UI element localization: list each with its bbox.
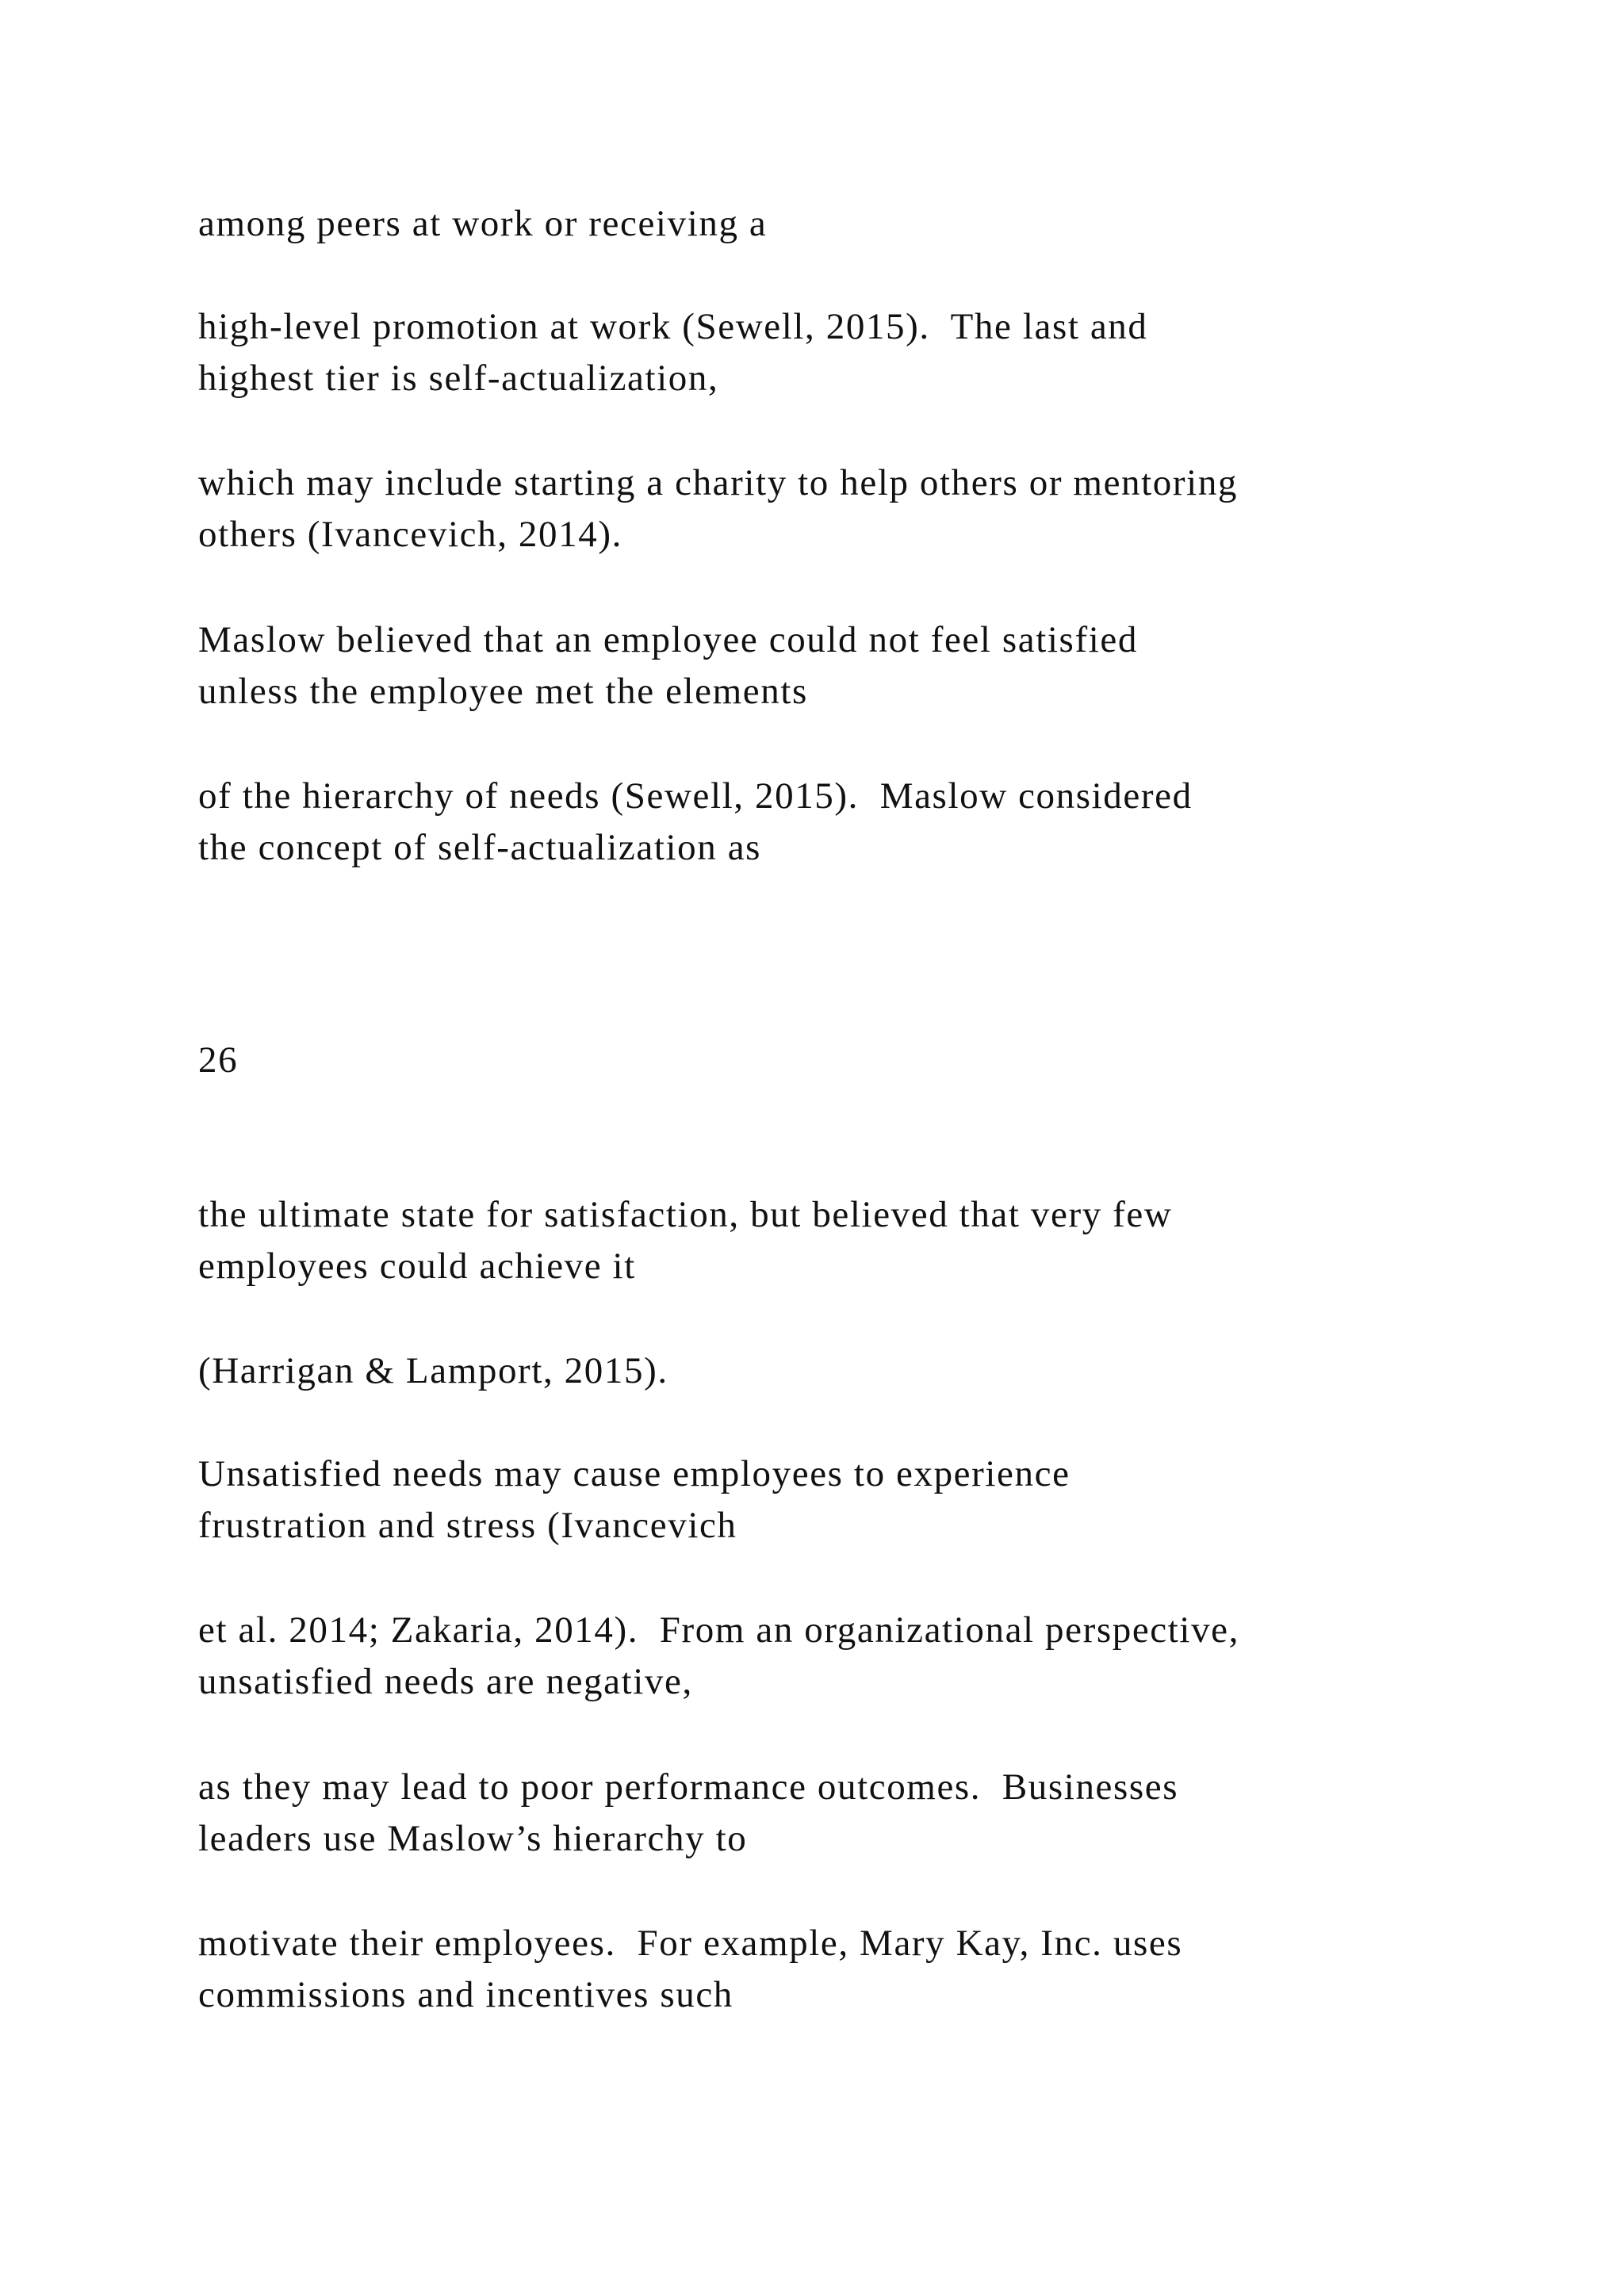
text-line: the concept of self-actualization as xyxy=(198,827,762,868)
text-line: employees could achieve it xyxy=(198,1246,636,1287)
text-line: of the hierarchy of needs (Sewell, 2015). Maslow considered xyxy=(198,775,1193,817)
paragraph-9 xyxy=(198,1605,1530,1708)
paragraph-6 xyxy=(198,1189,1530,1292)
text-line: others (Ivancevich, 2014). xyxy=(198,514,622,555)
paragraph-7 xyxy=(198,1345,1530,1397)
paragraph-11 xyxy=(198,1918,1530,2021)
paragraph-4 xyxy=(198,614,1530,718)
text-line: Maslow believed that an employee could not feel satisfied xyxy=(198,619,1138,660)
text-line: leaders use Maslow’s hierarchy to xyxy=(198,1818,748,1859)
paragraph-3 xyxy=(198,457,1530,561)
text-line: highest tier is self-actualization, xyxy=(198,358,719,399)
text-line: among peers at work or receiving a xyxy=(198,203,768,244)
text-line: et al. 2014; Zakaria, 2014). From an organizational perspective, xyxy=(198,1609,1239,1651)
paragraph-5 xyxy=(198,771,1530,874)
text-line: Unsatisfied needs may cause employees to experience xyxy=(198,1453,1071,1494)
text-line: unsatisfied needs are negative, xyxy=(198,1661,693,1702)
text-line: motivate their employees. For example, Mary Kay, Inc. uses xyxy=(198,1923,1183,1964)
text-line: as they may lead to poor performance outcomes. Businesses xyxy=(198,1766,1179,1808)
text-line: commissions and incentives such xyxy=(198,1974,733,2015)
text-line: high-level promotion at work (Sewell, 2015). The last and xyxy=(198,306,1148,347)
text-line: frustration and stress (Ivancevich xyxy=(198,1505,737,1546)
paragraph-2 xyxy=(198,301,1530,404)
paragraph-8 xyxy=(198,1448,1530,1552)
text-line: which may include starting a charity to help others or mentoring xyxy=(198,462,1239,503)
text-line: unless the employee met the elements xyxy=(198,671,808,712)
paragraph-10 xyxy=(198,1762,1530,1865)
text-line: (Harrigan & Lamport, 2015). xyxy=(198,1350,668,1391)
text-line: the ultimate state for satisfaction, but believed that very few xyxy=(198,1194,1173,1235)
page-number: 26 xyxy=(198,1039,239,1081)
paragraph-1 xyxy=(198,198,1530,250)
